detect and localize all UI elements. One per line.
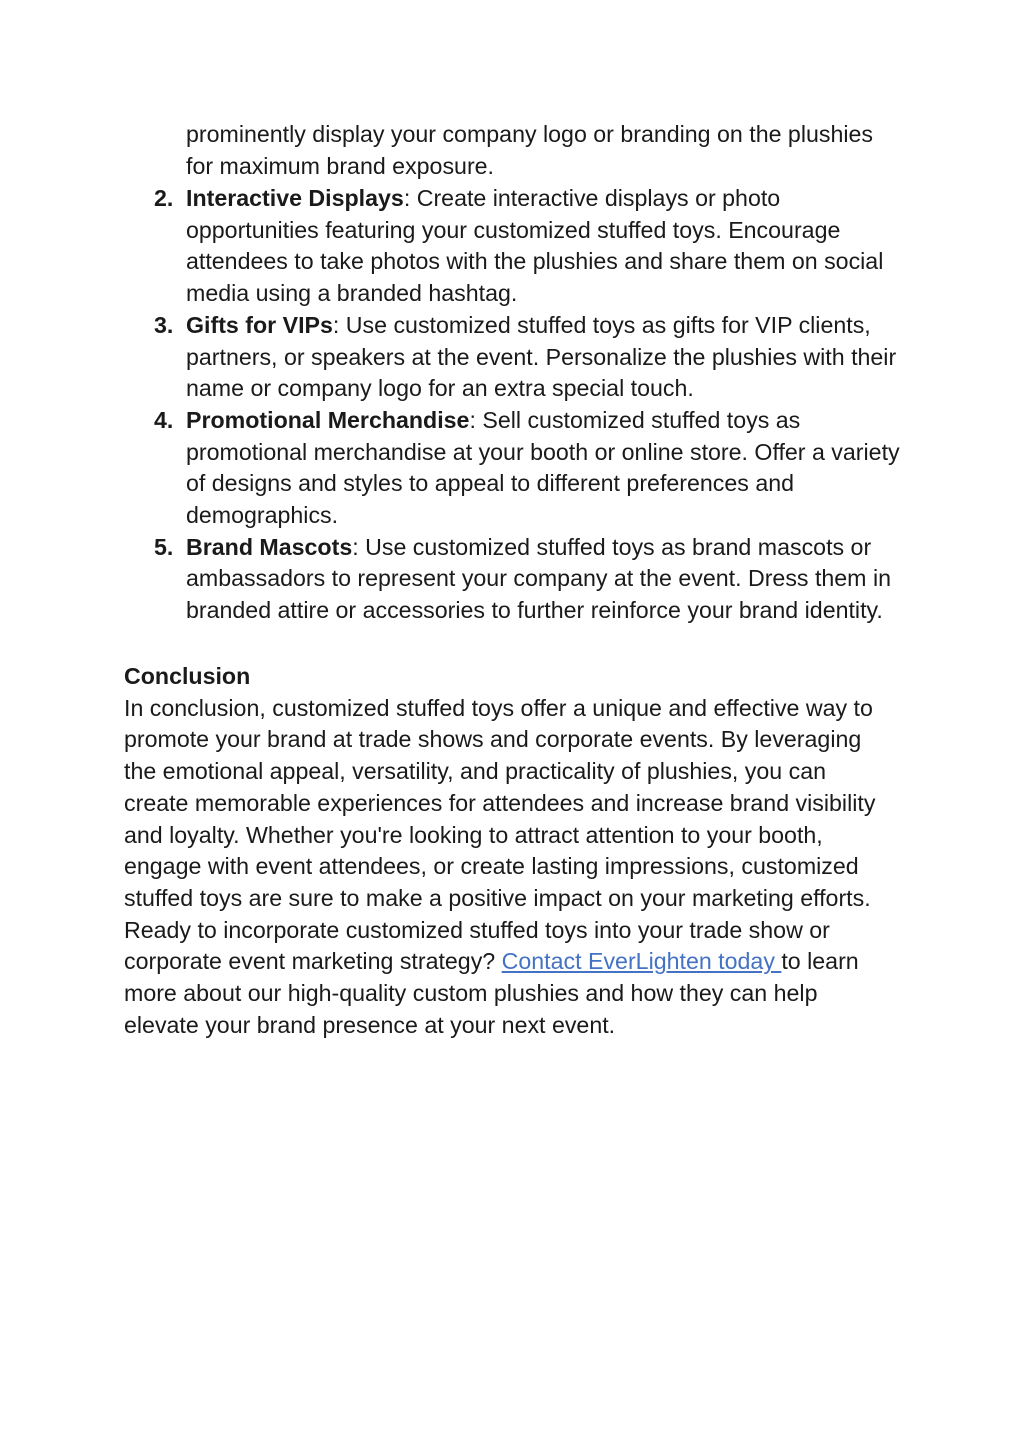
conclusion-heading: Conclusion <box>124 663 251 689</box>
numbered-list <box>154 183 906 627</box>
list-item-interactive-displays <box>154 183 906 310</box>
list-item-title: Brand Mascots <box>186 533 353 560</box>
list-number: 5. <box>154 533 174 560</box>
contact-everlighten-link[interactable]: Contact EverLighten today <box>501 948 782 975</box>
list-item-title: Promotional Merchandise <box>186 406 470 433</box>
list-item-promotional-merchandise <box>154 405 906 532</box>
list-number: 4. <box>154 406 174 433</box>
list-number: 3. <box>154 311 174 338</box>
list-number: 2. <box>154 185 174 211</box>
list-item-body: : Sell customized stuffed toys as promotional merchandise at your booth or online store. Offer a variety of designs and styles to appeal to different preferences and demographics. <box>186 406 900 529</box>
call-to-action-paragraph <box>124 915 894 1042</box>
list-item-title: Interactive Displays <box>186 185 404 211</box>
conclusion-section <box>124 661 894 1041</box>
list-item-body: : Create interactive displays or photo opportunities featuring your customized stuffed toys. Encourage attendees to take photos with the plushies and share them on social media using a branded hashtag. <box>186 185 884 307</box>
list-item-1-continuation: prominently display your company logo or branding on the plushies for maximum brand exposure. <box>186 121 874 179</box>
list-item-brand-mascots <box>154 532 906 627</box>
cta-text-before: Ready to incorporate customized stuffed toys into your trade show or corporate event marketing strategy? <box>124 916 830 975</box>
list-item-title: Gifts for VIPs <box>186 311 333 338</box>
cta-text-after: to learn more about our high-quality custom plushies and how they can help elevate your brand presence at your next event. <box>124 948 859 1038</box>
list-item-body: : Use customized stuffed toys as gifts for VIP clients, partners, or speakers at the event. Personalize the plushies with their name or company logo for an extra special touch. <box>186 311 897 402</box>
list-item-gifts-for-vips <box>154 310 906 405</box>
list-item-body: : Use customized stuffed toys as brand mascots or ambassadors to represent your company at the event. Dress them in branded attire or accessories to further reinforce your brand identity. <box>186 533 891 624</box>
conclusion-paragraph: In conclusion, customized stuffed toys offer a unique and effective way to promote your brand at trade shows and corporate events. By leveraging the emotional appeal, versatility, and practicality of plushies, you can create memorable experiences for attendees and increase brand visibility and loyalty. Whether you're looking to attract attention to your booth, engage with event attendees, or create lasting impressions, customized stuffed toys are sure to make a positive impact on your marketing efforts. <box>124 694 876 911</box>
